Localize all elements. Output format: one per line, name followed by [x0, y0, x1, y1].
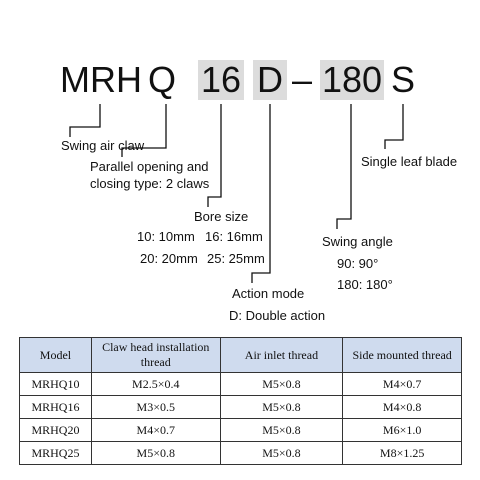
cell-model: MRHQ16	[20, 396, 92, 419]
cell-claw-head-thread: M3×0.5	[91, 396, 220, 419]
cell-model: MRHQ20	[20, 419, 92, 442]
cell-claw-head-thread: M5×0.8	[91, 442, 220, 465]
cell-model: MRHQ10	[20, 373, 92, 396]
label-angle-opt2: 180: 180°	[337, 277, 393, 292]
header-claw-head-thread: Claw head installation thread	[91, 338, 220, 373]
header-model: Model	[20, 338, 92, 373]
cell-model: MRHQ25	[20, 442, 92, 465]
leader-blade	[385, 104, 403, 149]
code-dash: –	[292, 59, 313, 100]
label-bore-title: Bore size	[194, 209, 249, 224]
cell-side-mounted-thread: M4×0.7	[343, 373, 462, 396]
label-bore-opt2: 16: 16mm	[205, 229, 263, 244]
table-header-row	[20, 338, 462, 373]
cell-side-mounted-thread: M4×0.8	[343, 396, 462, 419]
cell-air-inlet-thread: M5×0.8	[220, 396, 343, 419]
cell-air-inlet-thread: M5×0.8	[220, 419, 343, 442]
leader-angle	[337, 104, 351, 229]
label-action-title: Action mode	[232, 286, 305, 301]
label-action-opt1: D: Double action	[229, 308, 326, 323]
header-air-inlet-thread: Air inlet thread	[220, 338, 343, 373]
label-bore-opt1: 10: 10mm	[137, 229, 195, 244]
cell-claw-head-thread: M4×0.7	[91, 419, 220, 442]
code-series: MRH	[60, 59, 142, 100]
label-type-line2: closing type: 2 claws	[90, 176, 210, 191]
code-angle: 180	[321, 59, 383, 100]
header-side-mounted-thread: Side mounted thread	[343, 338, 462, 373]
thread-spec-table	[19, 337, 462, 465]
code-action: D	[253, 60, 287, 100]
table-row	[20, 419, 462, 442]
label-bore-opt3: 20: 20mm	[140, 251, 198, 266]
code-type: Q	[148, 59, 177, 100]
code-bore: 16	[198, 60, 244, 100]
leader-bore	[208, 104, 221, 207]
code-blade: S	[391, 59, 416, 100]
table-row	[20, 373, 462, 396]
label-type-line1: Parallel opening and	[90, 159, 209, 174]
label-blade: Single leaf blade	[361, 154, 458, 169]
label-series: Swing air claw	[61, 138, 145, 153]
cell-claw-head-thread: M2.5×0.4	[91, 373, 220, 396]
label-angle-title: Swing angle	[322, 234, 393, 249]
cell-air-inlet-thread: M5×0.8	[220, 373, 343, 396]
table-row	[20, 442, 462, 465]
label-bore-opt4: 25: 25mm	[207, 251, 265, 266]
cell-air-inlet-thread: M5×0.8	[220, 442, 343, 465]
cell-side-mounted-thread: M6×1.0	[343, 419, 462, 442]
label-angle-opt1: 90: 90°	[337, 256, 379, 271]
leader-series	[70, 104, 100, 137]
cell-side-mounted-thread: M8×1.25	[343, 442, 462, 465]
table-row	[20, 396, 462, 419]
